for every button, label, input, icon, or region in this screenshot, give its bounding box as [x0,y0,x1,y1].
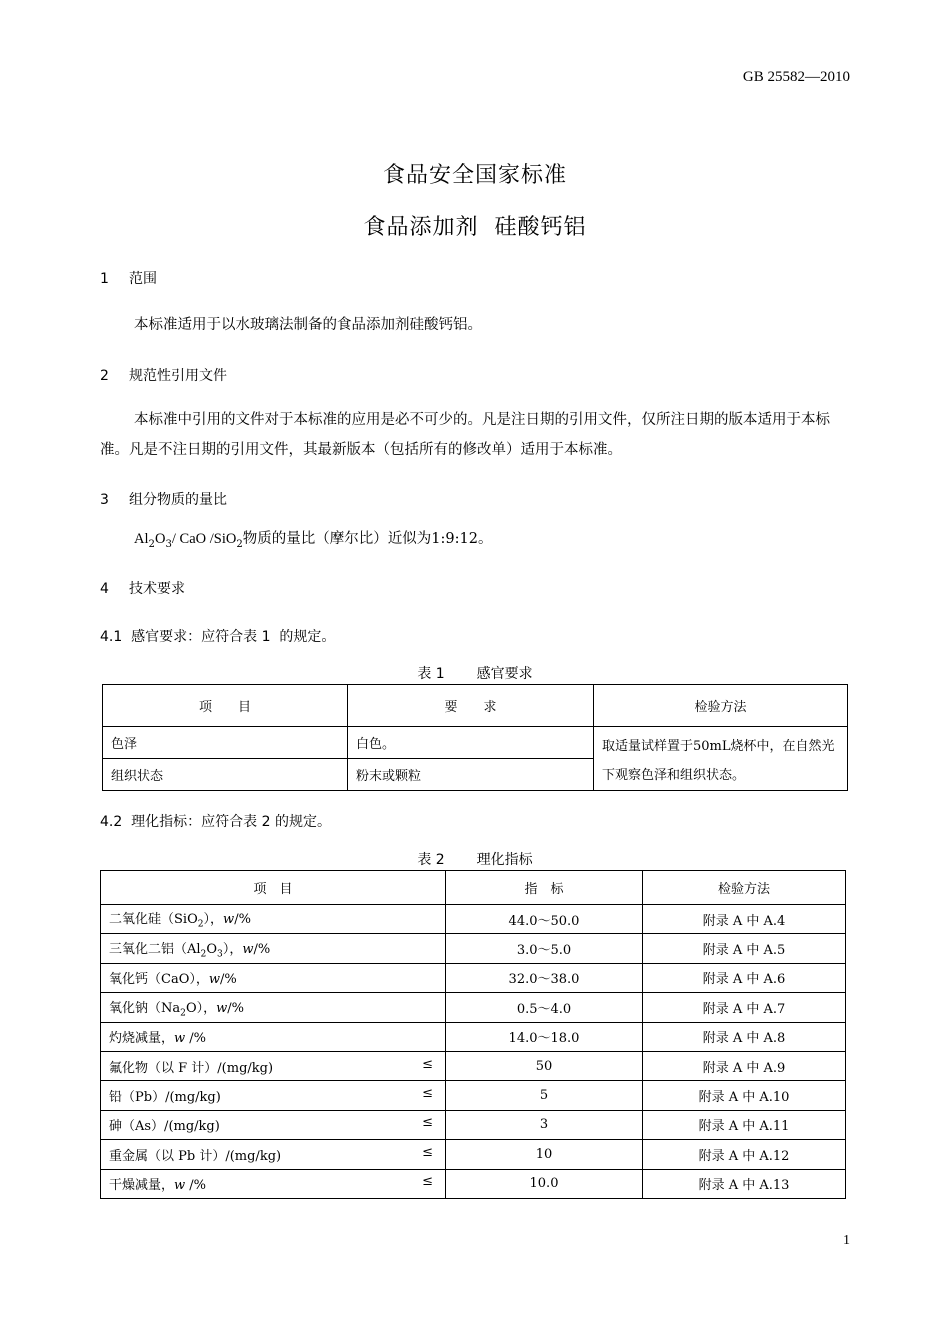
item-unit: /% [220,972,237,988]
cell-method: 附录 A 中 A.10 [643,1081,846,1110]
formula-part: / CaO /SiO [171,531,237,547]
cell-value: 3 [446,1110,643,1139]
caption-title: 理化指标 [476,852,533,868]
cell-value: 50 [446,1051,643,1080]
section-3-heading [100,489,227,509]
section-1-heading [100,268,157,288]
cell-method: 附录 A 中 A.9 [643,1051,846,1080]
header-method: 检验方法 [594,685,848,727]
item-text: 氟化物（以 F 计）/(mg/kg) [109,1060,274,1076]
section-number: 4 [100,581,109,597]
item-text: O [206,941,218,957]
cell-item: 色泽 [103,727,348,759]
main-title: 食品安全国家标准 [382,163,567,188]
section-number: 3 [100,492,109,508]
table-row [101,1051,846,1080]
cell-value: 5 [446,1081,643,1110]
item-text: 氧化钙（CaO）， [109,972,209,988]
item-w: w [174,1031,186,1047]
cell-method: 附录 A 中 A.6 [643,963,846,992]
cell-method: 附录 A 中 A.4 [643,905,846,934]
item-w: w [216,1000,228,1016]
cell-value: 10 [446,1140,643,1169]
cell-item: 组织状态 [103,759,348,791]
cell-value: 32.0～38.0 [446,963,643,992]
header-item: 项 目 [103,685,348,727]
formula-tail: 物质的量比（摩尔比）近似为1:9:12。 [242,531,493,547]
item-text: 砷（As）/(mg/kg) [109,1119,220,1135]
table-row [101,963,846,992]
cell-item [101,993,446,1022]
item-w: w [208,972,220,988]
cell-item [101,905,446,934]
cell-item [101,963,446,992]
caption-number: 表 2 [417,852,445,868]
caption-number: 表 1 [417,666,445,682]
less-equal-symbol: ≤ [422,1174,433,1190]
header-method: 检验方法 [643,871,846,905]
cell-value: 0.5～4.0 [446,993,643,1022]
item-unit: /% [185,1178,207,1194]
cell-item [101,1022,446,1051]
cell-method: 附录 A 中 A.11 [643,1110,846,1139]
section-number: 2 [100,368,109,384]
molar-ratio-formula [134,524,834,560]
table-row [103,727,848,759]
item-w: w [242,941,254,957]
cell-requirement: 白色。 [348,727,594,759]
cell-value: 3.0～5.0 [446,934,643,963]
less-equal-symbol: ≤ [422,1086,433,1102]
table-row [101,1022,846,1051]
item-text: 灼烧减量， [109,1031,175,1047]
item-text: 氧化钠（Na [109,1000,181,1016]
section-4-heading [100,578,185,598]
section-4-2-heading: 4.2 理化指标：应符合表 2 的规定。 [100,814,331,830]
header-item: 项 目 [101,871,446,905]
formula-part: Al [134,531,149,547]
table-row [101,1110,846,1139]
physicochemical-table [100,870,846,1199]
item-text: 三氧化二铝（Al [109,941,201,957]
item-w: w [223,912,235,928]
cell-value: 14.0～18.0 [446,1022,643,1051]
item-unit: /% [185,1031,207,1047]
section-2-heading [100,365,227,385]
cell-method: 附录 A 中 A.7 [643,993,846,1022]
table-row [101,1140,846,1169]
cell-item [101,1051,446,1080]
cell-value: 10.0 [446,1169,643,1198]
section-title: 规范性引用文件 [129,368,227,384]
item-sub: 3 [217,949,223,960]
formula-sub: 2 [236,538,243,550]
less-equal-symbol: ≤ [422,1115,433,1131]
section-title: 范围 [129,271,157,287]
table-row [101,934,846,963]
table-row [101,905,846,934]
item-sub: 2 [197,919,204,930]
section-number: 1 [100,271,109,287]
item-text: ）， [203,912,224,928]
table-header-row [101,871,846,905]
item-sub: 2 [180,1008,186,1019]
cell-method: 附录 A 中 A.12 [643,1140,846,1169]
cell-method: 附录 A 中 A.5 [643,934,846,963]
item-text: 二氧化硅（SiO [109,912,198,928]
cell-item [101,1110,446,1139]
cell-requirement: 粉末或颗粒 [348,759,594,791]
table-row [101,993,846,1022]
item-text: 重金属（以 Pb 计）/(mg/kg) [109,1148,282,1164]
section-4-1-heading: 4.1 感官要求：应符合表 1 的规定。 [100,629,336,645]
less-equal-symbol: ≤ [422,1144,433,1160]
item-text: 干燥减量， [109,1178,175,1194]
formula-sub: 2 [148,538,155,550]
cell-method: 附录 A 中 A.8 [643,1022,846,1051]
formula-sub: 3 [165,538,172,550]
standard-number: GB 25582—2010 [742,69,850,85]
cell-item [101,1169,446,1198]
page-number: 1 [843,1233,850,1248]
item-text: 铅（Pb）/(mg/kg) [109,1090,221,1106]
table-header-row [103,685,848,727]
item-unit: /% [253,941,271,957]
table-row [101,1169,846,1198]
item-unit: /% [227,1000,244,1016]
caption-title: 感官要求 [476,666,533,682]
item-w: w [174,1178,186,1194]
cell-method: 取适量试样置于50mL烧杯中，在自然光下观察色泽和组织状态。 [594,727,848,791]
item-sub: 2 [200,949,207,960]
table-1-caption [0,663,950,683]
item-text: O）， [185,1000,217,1016]
cell-item [101,934,446,963]
section-title: 技术要求 [129,581,185,597]
item-unit: /% [234,912,251,928]
cell-value: 44.0～50.0 [446,905,643,934]
header-index: 指 标 [446,871,643,905]
less-equal-symbol: ≤ [422,1056,433,1072]
section-title: 组分物质的量比 [129,492,227,508]
table-2-caption [0,849,950,869]
cell-method: 附录 A 中 A.13 [643,1169,846,1198]
sub-title: 食品添加剂 硅酸钙铝 [363,215,587,240]
header-requirement: 要 求 [348,685,594,727]
section-1-text: 本标准适用于以水玻璃法制备的食品添加剂硅酸钙铝。 [134,317,482,333]
formula-part: O [154,531,166,547]
cell-item [101,1081,446,1110]
cell-item [101,1140,446,1169]
item-text: ）， [222,941,243,957]
table-row [101,1081,846,1110]
section-2-text: 本标准中引用的文件对于本标准的应用是必不可少的。凡是注日期的引用文件，仅所注日期的版本适用于本标准。凡是不注日期的引用文件，其最新版本（包括所有的修改单）适用于本标准。 [100,412,830,458]
sensory-requirements-table [102,684,848,791]
